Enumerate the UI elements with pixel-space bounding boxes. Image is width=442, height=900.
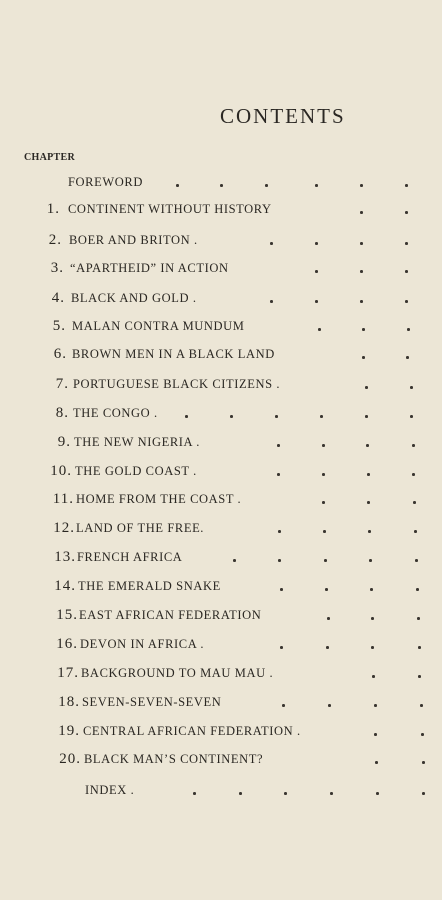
chapter-title: THE NEW NIGERIA .	[74, 435, 200, 449]
leader-dot	[360, 300, 363, 303]
toc-entry	[0, 316, 442, 338]
leader-dot	[284, 792, 287, 795]
leader-dot	[412, 444, 415, 447]
chapter-title: INDEX .	[85, 783, 135, 797]
leader-dot	[407, 328, 410, 331]
leader-dot	[415, 559, 418, 562]
leader-dot	[193, 792, 196, 795]
leader-dot	[374, 704, 377, 707]
chapter-title: FOREWORD	[68, 175, 143, 189]
toc-entry	[0, 344, 442, 366]
leader-dot	[376, 792, 379, 795]
leader-dot	[327, 617, 330, 620]
leader-dot	[410, 415, 413, 418]
toc-entry	[0, 518, 442, 540]
chapter-number: 17.	[57, 665, 79, 681]
leader-dot	[315, 184, 318, 187]
toc-entry	[0, 199, 442, 221]
toc-entry	[0, 230, 442, 252]
toc-entry	[0, 576, 442, 598]
leader-dot	[372, 675, 375, 678]
leader-dot	[280, 646, 283, 649]
chapter-number: 9.	[57, 434, 71, 450]
chapter-number: 18.	[58, 694, 80, 710]
toc-entry	[0, 258, 442, 280]
leader-dot	[369, 559, 372, 562]
leader-dot	[265, 184, 268, 187]
toc-entry	[0, 605, 442, 627]
leader-dot	[322, 501, 325, 504]
chapter-number: 14.	[54, 578, 76, 594]
leader-dot	[322, 473, 325, 476]
chapter-title: BLACK AND GOLD .	[71, 291, 197, 305]
leader-dot	[360, 270, 363, 273]
leader-dot	[275, 415, 278, 418]
chapter-number: 13.	[54, 549, 76, 565]
chapter-title: BROWN MEN IN A BLACK LAND	[72, 347, 275, 361]
leader-dot	[277, 444, 280, 447]
leader-dot	[405, 300, 408, 303]
leader-dot	[315, 242, 318, 245]
toc-entry	[0, 374, 442, 396]
leader-dot	[367, 473, 370, 476]
chapter-number: 3.	[50, 260, 64, 276]
chapter-title: EAST AFRICAN FEDERATION	[79, 608, 262, 622]
chapter-number: 8.	[55, 405, 69, 421]
leader-dot	[362, 356, 365, 359]
leader-dot	[360, 242, 363, 245]
toc-entry	[0, 547, 442, 569]
leader-dot	[233, 559, 236, 562]
leader-dot	[422, 761, 425, 764]
leader-dot	[315, 270, 318, 273]
chapter-title: PORTUGUESE BLACK CITIZENS .	[73, 377, 281, 391]
leader-dot	[324, 559, 327, 562]
leader-dot	[417, 617, 420, 620]
leader-dot	[323, 530, 326, 533]
toc-entry	[0, 403, 442, 425]
chapter-title: BLACK MAN’S CONTINENT?	[84, 752, 264, 766]
chapter-title: HOME FROM THE COAST .	[76, 492, 242, 506]
leader-dot	[176, 184, 179, 187]
toc-entry	[0, 780, 442, 802]
toc-entry	[0, 172, 442, 194]
chapter-number: 2.	[48, 232, 62, 248]
toc-entry	[0, 749, 442, 771]
chapter-title: BACKGROUND TO MAU MAU .	[81, 666, 274, 680]
leader-dot	[418, 675, 421, 678]
leader-dot	[416, 588, 419, 591]
leader-dot	[410, 386, 413, 389]
chapter-title: “APARTHEID” IN ACTION	[70, 261, 229, 275]
leader-dot	[418, 646, 421, 649]
chapter-number: 20.	[59, 751, 81, 767]
chapter-title: LAND OF THE FREE.	[76, 521, 205, 535]
toc-entry	[0, 461, 442, 483]
chapter-number: 19.	[58, 723, 80, 739]
chapter-number: 16.	[56, 636, 78, 652]
leader-dot	[282, 704, 285, 707]
toc-entry	[0, 634, 442, 656]
chapter-title: MALAN CONTRA MUNDUM	[72, 319, 245, 333]
leader-dot	[366, 444, 369, 447]
leader-dot	[185, 415, 188, 418]
leader-dot	[367, 501, 370, 504]
leader-dot	[360, 211, 363, 214]
leader-dot	[278, 530, 281, 533]
leader-dot	[405, 270, 408, 273]
leader-dot	[374, 733, 377, 736]
page-title: CONTENTS	[220, 104, 346, 128]
toc-entry	[0, 288, 442, 310]
leader-dot	[239, 792, 242, 795]
leader-dot	[406, 356, 409, 359]
toc-entry	[0, 721, 442, 743]
leader-dot	[325, 588, 328, 591]
chapter-title: CONTINENT WITHOUT HISTORY	[68, 202, 272, 216]
leader-dot	[414, 530, 417, 533]
toc-entry	[0, 489, 442, 511]
chapter-title: BOER AND BRITON .	[69, 233, 198, 247]
leader-dot	[412, 473, 415, 476]
leader-dot	[318, 328, 321, 331]
leader-dot	[326, 646, 329, 649]
chapter-number: 6.	[53, 346, 67, 362]
leader-dot	[420, 704, 423, 707]
chapter-number: 4.	[51, 290, 65, 306]
leader-dot	[405, 211, 408, 214]
leader-dot	[330, 792, 333, 795]
leader-dot	[362, 328, 365, 331]
chapter-number: 7.	[55, 376, 69, 392]
chapter-number: 15.	[56, 607, 78, 623]
chapter-title: THE CONGO .	[73, 406, 158, 420]
chapter-title: THE EMERALD SNAKE	[78, 579, 221, 593]
leader-dot	[220, 184, 223, 187]
leader-dot	[315, 300, 318, 303]
leader-dot	[413, 501, 416, 504]
leader-dot	[371, 617, 374, 620]
leader-dot	[278, 559, 281, 562]
chapter-number: 10.	[50, 463, 72, 479]
chapter-number: 12.	[53, 520, 75, 536]
leader-dot	[365, 415, 368, 418]
leader-dot	[368, 530, 371, 533]
leader-dot	[405, 184, 408, 187]
toc-entry	[0, 432, 442, 454]
chapter-number: 5.	[52, 318, 66, 334]
leader-dot	[360, 184, 363, 187]
leader-dot	[370, 588, 373, 591]
chapter-title: CENTRAL AFRICAN FEDERATION .	[83, 724, 301, 738]
chapter-title: SEVEN-SEVEN-SEVEN	[82, 695, 222, 709]
toc-entry	[0, 692, 442, 714]
leader-dot	[375, 761, 378, 764]
leader-dot	[422, 792, 425, 795]
leader-dot	[421, 733, 424, 736]
chapter-column-label: CHAPTER	[24, 152, 75, 163]
leader-dot	[320, 415, 323, 418]
chapter-number: 11.	[52, 491, 74, 507]
chapter-title: DEVON IN AFRICA .	[80, 637, 205, 651]
leader-dot	[277, 473, 280, 476]
leader-dot	[280, 588, 283, 591]
leader-dot	[328, 704, 331, 707]
leader-dot	[365, 386, 368, 389]
chapter-number: 1.	[46, 201, 60, 217]
toc-entry	[0, 663, 442, 685]
leader-dot	[230, 415, 233, 418]
leader-dot	[371, 646, 374, 649]
chapter-title: THE GOLD COAST .	[75, 464, 197, 478]
leader-dot	[270, 300, 273, 303]
leader-dot	[270, 242, 273, 245]
chapter-title: FRENCH AFRICA	[77, 550, 183, 564]
leader-dot	[405, 242, 408, 245]
leader-dot	[322, 444, 325, 447]
